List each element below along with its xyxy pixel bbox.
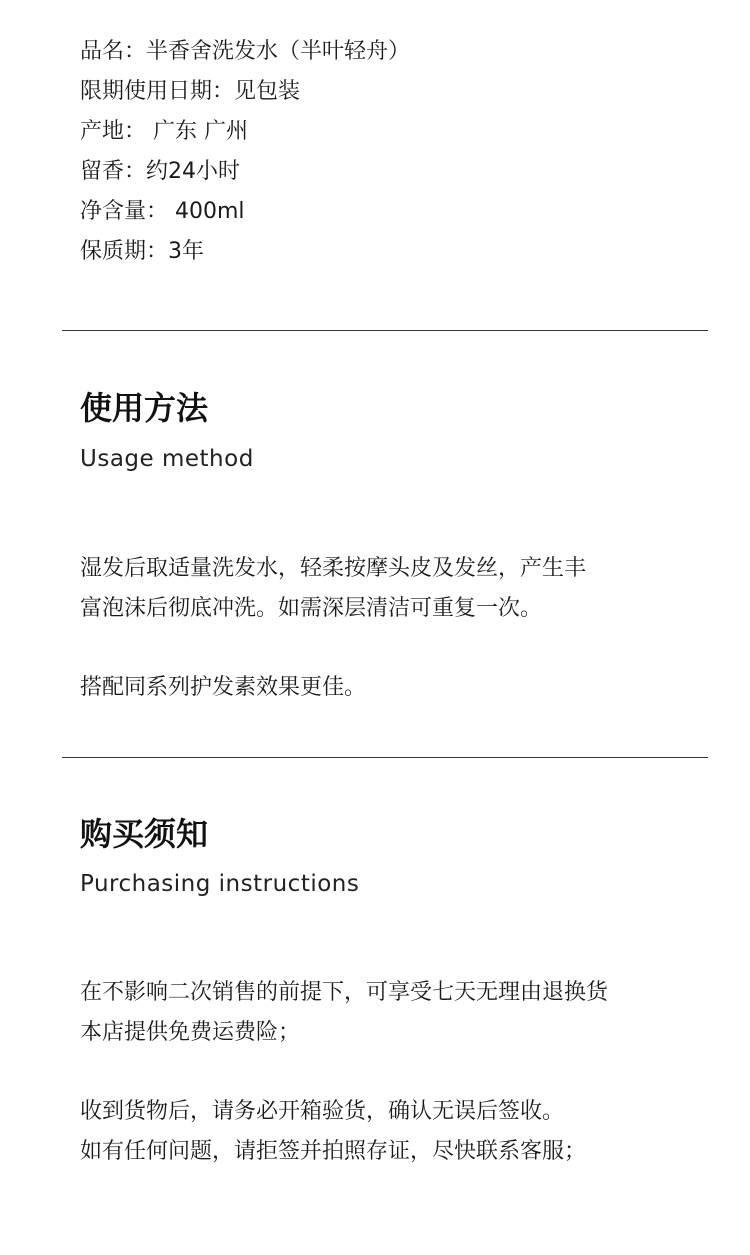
spec-shelf-life: 保质期：3年	[80, 239, 204, 264]
return-policy	[80, 973, 710, 1053]
return-policy-line: 本店提供免费运费险；	[80, 1020, 301, 1045]
product-spec-list	[80, 32, 410, 272]
usage-section-subtitle: Usage method	[80, 446, 254, 472]
delivery-inspection-notice	[80, 1092, 710, 1172]
return-policy-line: 在不影响二次销售的前提下，可享受七天无理由退换货	[80, 980, 609, 1005]
usage-tip	[80, 668, 710, 708]
spec-expiry: 限期使用日期：见包装	[80, 79, 301, 104]
purchase-section-title: 购买须知	[80, 815, 209, 853]
usage-instructions	[80, 549, 710, 629]
spec-product-name: 品名：半香舍洗发水（半叶轻舟）	[80, 39, 411, 64]
usage-section-title: 使用方法	[80, 389, 209, 427]
spec-net-content: 净含量： 400ml	[80, 199, 245, 224]
purchase-section-subtitle: Purchasing instructions	[80, 871, 360, 897]
delivery-inspection-line: 收到货物后，请务必开箱验货，确认无误后签收。	[80, 1099, 565, 1124]
spec-fragrance-duration: 留香：约24小时	[80, 159, 240, 184]
usage-instructions-line: 湿发后取适量洗发水，轻柔按摩头皮及发丝，产生丰	[80, 556, 587, 581]
usage-tip-line: 搭配同系列护发素效果更佳。	[80, 675, 367, 700]
spec-origin: 产地： 广东 广州	[80, 119, 248, 144]
section-divider	[62, 330, 708, 331]
delivery-inspection-line: 如有任何问题，请拒签并拍照存证，尽快联系客服；	[80, 1139, 587, 1164]
usage-instructions-line: 富泡沫后彻底冲洗。如需深层清洁可重复一次。	[80, 596, 543, 621]
section-divider	[62, 757, 708, 758]
